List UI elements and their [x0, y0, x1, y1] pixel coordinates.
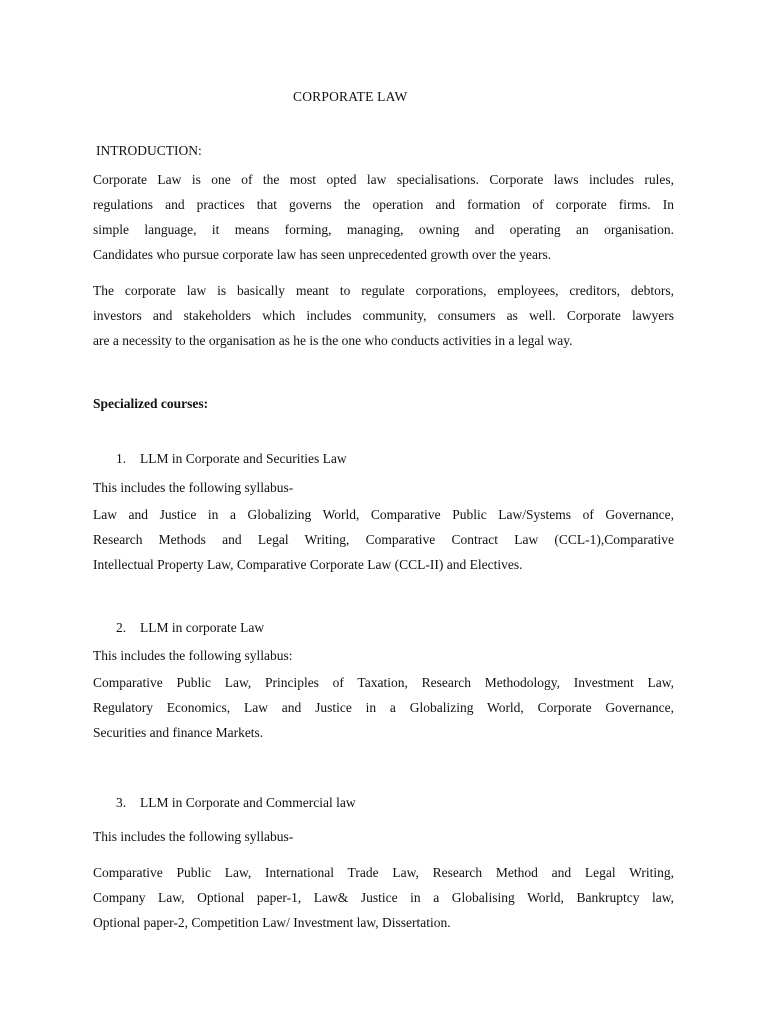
course-3-number: 3.	[116, 795, 127, 810]
course-3-syllabus-line-2: Company Law, Optional paper-1, Law& Justice in a Globalising World, Bankruptcy law,	[93, 890, 674, 905]
course-3-syllabus-line-1: Comparative Public Law, International Trade Law, Research Method and Legal Writing,	[93, 865, 674, 880]
course-3-name: LLM in Corporate and Commercial law	[140, 795, 356, 810]
course-3-syllabus-line-3: Optional paper-2, Competition Law/ Investment law, Dissertation.	[93, 915, 451, 930]
course-2-syllabus-line-2: Regulatory Economics, Law and Justice in a Globalizing World, Corporate Governance,	[93, 700, 674, 715]
para1-line-4: Candidates who pursue corporate law has seen unprecedented growth over the years.	[93, 247, 552, 262]
courses-heading: Specialized courses:	[93, 396, 209, 411]
course-1-syllabus-line-1: Law and Justice in a Globalizing World, Comparative Public Law/Systems of Governance,	[93, 507, 674, 522]
course-1-name: LLM in Corporate and Securities Law	[140, 451, 347, 466]
course-2-syllabus-line-1: Comparative Public Law, Principles of Taxation, Research Methodology, Investment Law,	[93, 675, 674, 690]
course-2-name: LLM in corporate Law	[140, 620, 265, 635]
para2-line-2: investors and stakeholders which includes community, consumers as well. Corporate lawyers	[93, 308, 674, 323]
para1-line-3: simple language, it means forming, managing, owning and operating an organisation.	[93, 222, 674, 237]
course-1-syllabus-line-2: Research Methods and Legal Writing, Comparative Contract Law (CCL-1),Comparative	[93, 532, 674, 547]
course-1-number: 1.	[116, 451, 127, 466]
para1-line-2: regulations and practices that governs the operation and formation of corporate firms. In	[93, 197, 674, 212]
course-2-number: 2.	[116, 620, 127, 635]
para2-line-1: The corporate law is basically meant to regulate corporations, employees, creditors, debtors,	[93, 283, 674, 298]
course-1-intro: This includes the following syllabus-	[93, 480, 294, 495]
intro-heading: INTRODUCTION:	[96, 143, 202, 158]
course-1-syllabus-line-3: Intellectual Property Law, Comparative Corporate Law (CCL-II) and Electives.	[93, 557, 523, 572]
course-2-syllabus-line-3: Securities and finance Markets.	[93, 725, 264, 740]
para2-line-3: are a necessity to the organisation as he is the one who conducts activities in a legal way.	[93, 333, 573, 348]
course-3-intro: This includes the following syllabus-	[93, 829, 294, 844]
para1-line-1: Corporate Law is one of the most opted law specialisations. Corporate laws includes rules,	[93, 172, 674, 187]
course-2-intro: This includes the following syllabus:	[93, 648, 293, 663]
page-title: CORPORATE LAW	[293, 89, 408, 104]
